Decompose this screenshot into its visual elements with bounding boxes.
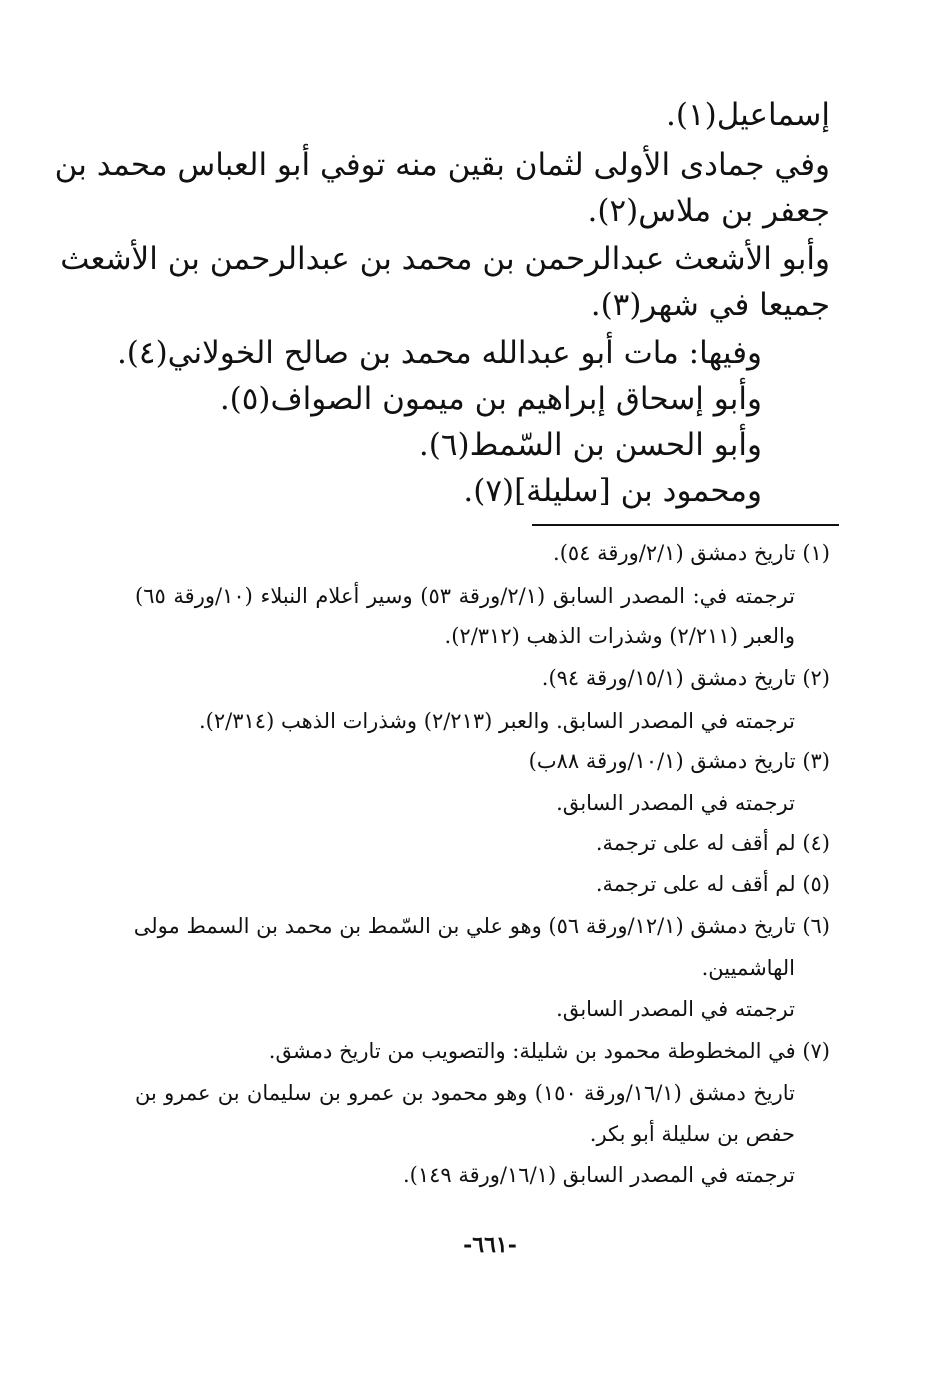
body-line: وفيها: مات أبو عبدالله محمد بن صالح الخولاني(٤). <box>116 335 762 371</box>
body-line: إسماعيل(١). <box>666 97 830 133</box>
footnote-line: ترجمته في المصدر السابق. <box>556 997 795 1021</box>
body-line: وفي جمادى الأولى لثمان بقين منه توفي أبو العباس محمد بن <box>54 147 830 183</box>
page-number: -٦٦١- <box>463 1232 517 1258</box>
footnote-line: الهاشميين. <box>701 956 795 980</box>
footnote-line: (٤) لم أقف له على ترجمة. <box>595 831 830 855</box>
footnote-line: (٦) تاريخ دمشق (١٢/١/ورقة ٥٦) وهو علي بن السّمط بن محمد بن السمط مولى <box>133 914 830 938</box>
footnote-line: (٢) تاريخ دمشق (١٥/١/ورقة ٩٤). <box>541 666 830 690</box>
footnote-line: ترجمته في المصدر السابق (١٦/١/ورقة ١٤٩). <box>402 1163 795 1187</box>
footnote-line: ترجمته في المصدر السابق. والعبر (٢/٢١٣) وشذرات الذهب (٢/٣١٤). <box>199 709 795 733</box>
body-line: وأبو الأشعث عبدالرحمن بن محمد بن عبدالرحمن بن الأشعث <box>60 241 830 277</box>
footnote-line: ترجمته في المصدر السابق. <box>556 791 795 815</box>
body-line: جعفر بن ملاس(٢). <box>587 193 830 229</box>
footnote-separator <box>532 524 839 526</box>
footnote-line: والعبر (٢/٢١١) وشذرات الذهب (٢/٣١٢). <box>444 624 795 648</box>
footnote-line: (١) تاريخ دمشق (٢/١/ورقة ٥٤). <box>553 541 830 565</box>
footnote-line: (٧) في المخطوطة محمود بن شليلة: والتصويب من تاريخ دمشق. <box>268 1039 830 1063</box>
body-line: وأبو إسحاق إبراهيم بن ميمون الصواف(٥). <box>219 381 762 417</box>
footnote-line: ترجمته في: المصدر السابق (٢/١/ورقة ٥٣) وسير أعلام النبلاء (١٠/ورقة ٦٥) <box>135 584 795 608</box>
footnote-line: (٣) تاريخ دمشق (١٠/١/ورقة ٨٨ب) <box>528 749 830 773</box>
footnote-line: تاريخ دمشق (١٦/١/ورقة ١٥٠) وهو محمود بن عمرو بن سليمان بن عمرو بن <box>135 1081 795 1105</box>
footnote-line: (٥) لم أقف له على ترجمة. <box>595 872 830 896</box>
body-line: وأبو الحسن بن السّمط(٦). <box>418 427 762 463</box>
footnote-line: حفص بن سليلة أبو بكر. <box>589 1122 795 1146</box>
body-line: ومحمود بن [سليلة](٧). <box>463 473 762 509</box>
body-line: جميعا في شهر(٣). <box>590 287 830 323</box>
